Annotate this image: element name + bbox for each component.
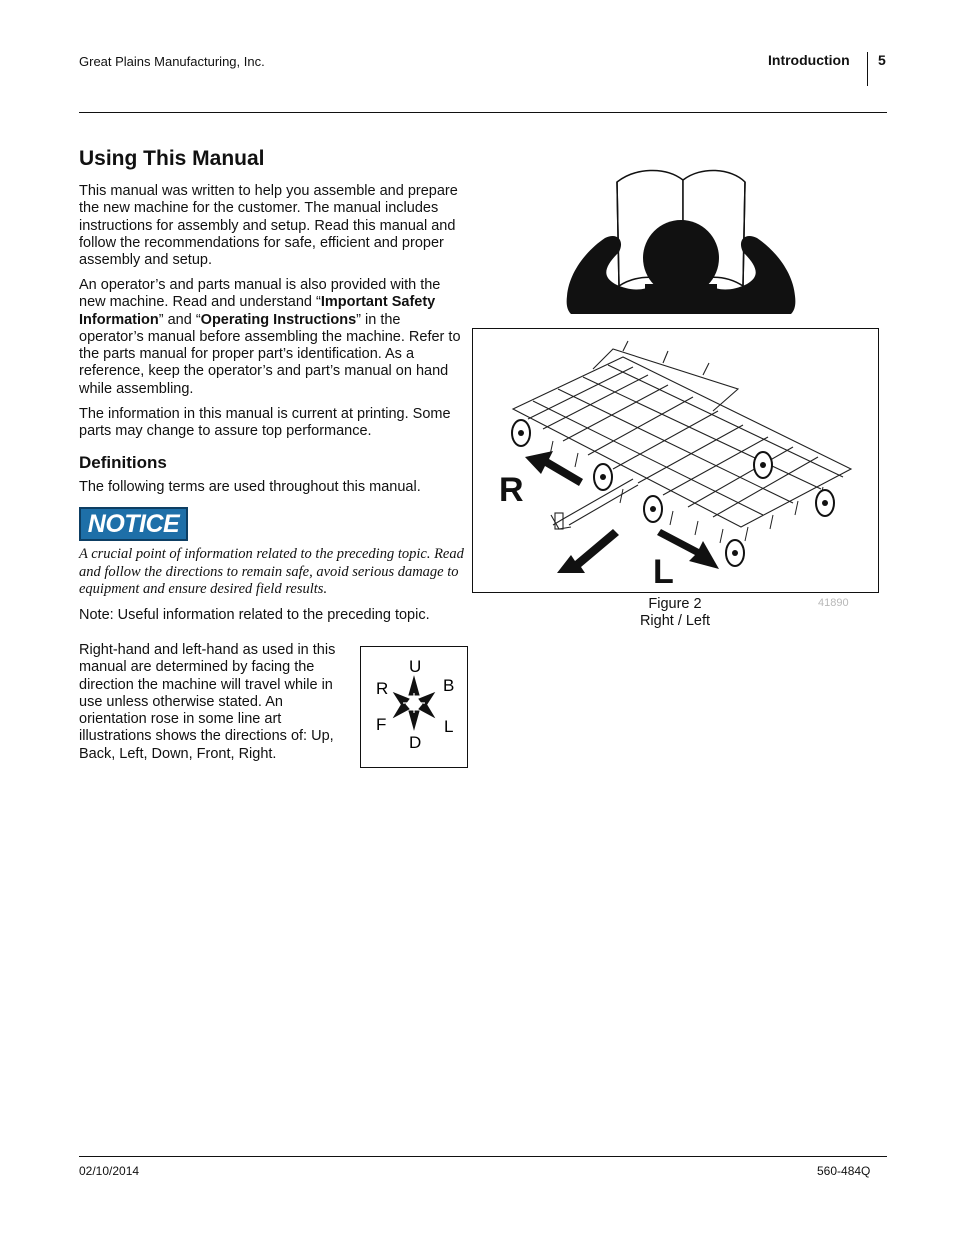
manuals-text-2: ” and “	[158, 311, 201, 328]
right-side-label: R	[499, 471, 524, 509]
orientation-rose-icon	[361, 647, 467, 767]
header-divider	[867, 52, 868, 86]
definitions-intro: The following terms are used throughout this manual.	[79, 479, 421, 495]
important-safety-info-ref: Important Safety Information	[79, 294, 436, 328]
footer-rule	[79, 1156, 887, 1157]
notice-description: A crucial point of information related to the preceding topic. Read and follow the directions to remain safe, avoid serious damage to equipment and ensure desired field results.	[79, 546, 464, 597]
currency-paragraph: The information in this manual is current at printing. Some parts may change to assure top performance.	[79, 406, 451, 440]
operating-instructions-ref: Operating Instructions	[200, 311, 357, 328]
cultivator-illustration	[473, 329, 878, 592]
header-section: Introduction	[768, 52, 850, 68]
intro-paragraph: This manual was written to help you assemble and prepare the new machine for the customer. The manual includes instructions for assembly and setup. Read this manual and follow the recommendations for safe, efficient and proper assembly and setup.	[79, 183, 458, 269]
page-number: 5	[878, 52, 886, 68]
page-title: Using This Manual	[79, 147, 265, 170]
manuals-text-1: An operator’s and parts manual is also provided with the new machine. Read and understand “	[79, 277, 441, 311]
figure-caption-title: Right / Left	[639, 613, 711, 629]
manuals-paragraph	[79, 277, 467, 398]
footer-doc-number: 560-484Q	[817, 1164, 871, 1178]
rose-left-label: L	[444, 717, 454, 736]
note-description: Note: Useful information related to the preceding topic.	[79, 607, 430, 623]
header-rule	[79, 112, 887, 113]
notice-badge: NOTICE	[79, 507, 188, 541]
figure-caption-number: Figure 2	[648, 596, 702, 612]
rose-up-label: U	[409, 657, 422, 676]
figure-image-id: 41890	[818, 597, 849, 609]
header-company: Great Plains Manufacturing, Inc.	[79, 54, 265, 69]
orientation-rose	[360, 646, 468, 768]
figure-right-left	[472, 328, 879, 593]
orientation-paragraph: Right-hand and left-hand as used in this manual are determined by facing the direction the machine will travel while in use unless otherwise stated. An orientation rose in some line art illustrations shows the directions of: Up, Back, Left, Down, Front, Right.	[79, 642, 336, 762]
rose-right-label: R	[376, 679, 389, 698]
left-side-label: L	[653, 553, 674, 591]
reading-manual-icon	[565, 160, 797, 320]
rose-front-label: F	[376, 715, 387, 734]
manuals-text-3: ” in the operator’s manual before assembling the machine. Refer to the parts manual for proper part’s identification. As a reference, keep the operator’s and part’s manual on hand while assembling.	[79, 311, 461, 397]
rose-down-label: D	[409, 733, 422, 752]
definitions-heading: Definitions	[79, 453, 167, 472]
footer-date: 02/10/2014	[79, 1164, 140, 1178]
rose-back-label: B	[443, 676, 455, 695]
